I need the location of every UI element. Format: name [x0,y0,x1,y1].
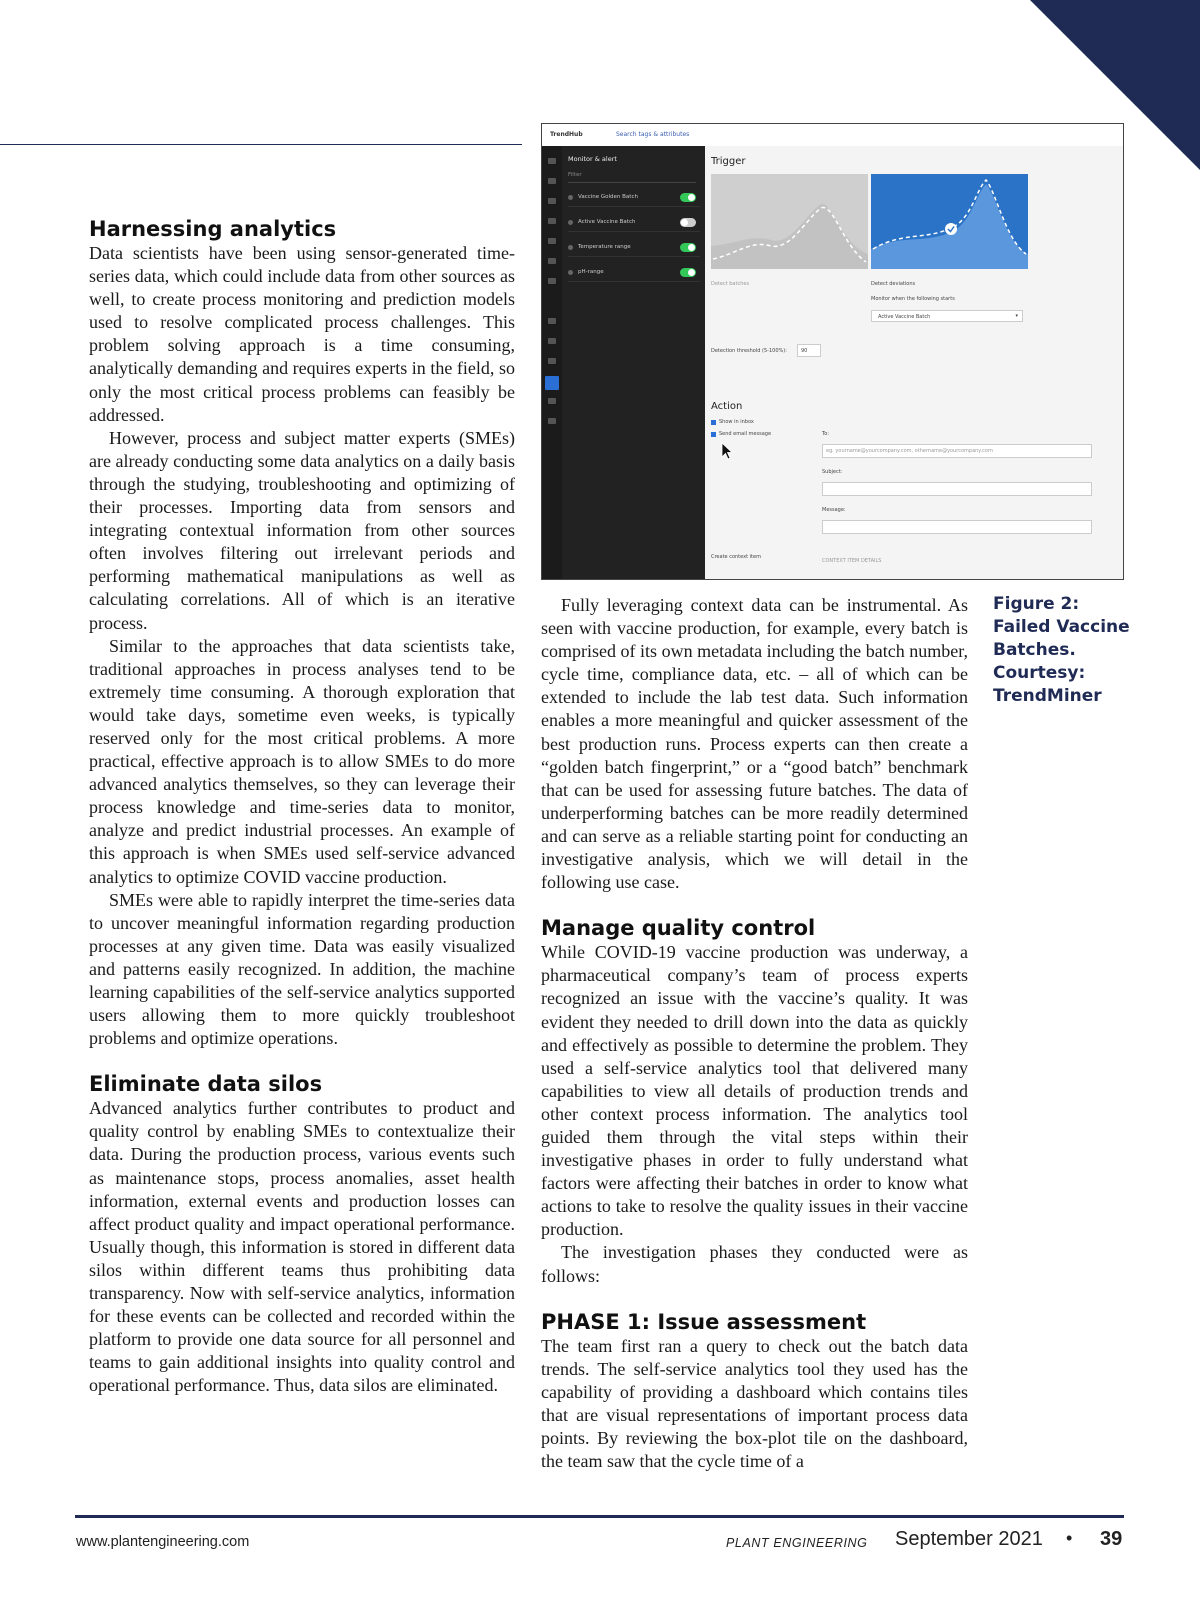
context-details-label: CONTEXT ITEM DETAILS [822,558,882,564]
monitor-item-label: Temperature range [578,244,631,250]
paragraph: Fully leveraging context data can be instrumental. As seen with vaccine production, for example, every batch is comprised of its own metadata including the batch number, cycle time, compliance data, etc. – all of which can be extended to include the lab test data. Such information enables a more meaningful and quicker assessment of the best production runs. Process experts can then create a “golden batch fingerprint,” or a “good batch” benchmark that can be used for assessing future batches. The data of underperforming batches can be more readily determined and can serve as a reliable starting point for conducting an investigative analysis, which we will detail in the following use case. [541,595,968,893]
batch-curve-icon [711,174,868,269]
footer-magazine: PLANT ENGINEERING [726,1536,868,1550]
threshold-input [797,344,821,357]
rail-icon [548,338,556,344]
to-placeholder: eg. yourname@yourcompany.com, othername@yourcompany.com [826,448,993,454]
paragraph: The team first ran a query to check out the batch data trends. The self-service analytics tool they used has the capability of providing a dashboard which contains tiles that are visual representations of important process data points. By reviewing the box-plot tile on the dashboard, the team saw that the cycle time of a [541,1335,968,1472]
monitor-item [568,240,700,257]
footer-url: www.plantengineering.com [76,1534,250,1550]
footer-rule [75,1515,1124,1518]
caption-line: Figure 2: [993,594,1080,614]
message-label: Message: [822,507,846,513]
heading-harnessing-analytics: Harnessing analytics [89,217,337,241]
action-heading: Action [711,401,743,412]
monitor-item-label: Vaccine Golden Batch [578,194,638,200]
column-left [89,217,515,1398]
cursor-icon [721,442,733,460]
detect-deviations-tile [871,174,1028,269]
batch-select [871,310,1023,322]
paragraph: Similar to the approaches that data scientists take, traditional approaches in process analyses tend to be extremely time consuming. A thorough exploration that would take days, sometime even weeks, is typically reserved only for the most critical problems. A more practical, effective approach is to allow SMEs to do more advanced analytics themselves, so they can leverage their process knowledge and time-series data to monitor, analyze and predict industrial processes. An example of this approach is when SMEs used self-service advanced analytics to optimize COVID vaccine production. [89,635,515,887]
subject-label: Subject: [822,469,843,475]
caption-line: Failed Vaccine [993,617,1130,637]
paragraph: Advanced analytics further contributes to product and quality control by enabling SMEs to contextualize their data. During the production process, various events such as maintenance stops, process anomalies, asset health information, external events and production losses can affect product quality and impact operational performance. Usually though, this information is stored in different data silos within different teams thus prohibiting data transparency. Now with self-service analytics, information for these events can be collected and recorded within the platform to provide one data source for all personnel and teams to gain additional insights into quality control and operational performance. Thus, data silos are eliminated. [89,1098,515,1396]
checkbox-checked [711,420,716,425]
show-inbox-label: Show in inbox [719,419,754,425]
threshold-value: 90 [801,348,808,354]
heading-phase-1: PHASE 1: Issue assessment [541,1309,867,1334]
detect-batches-label: Detect batches [711,281,750,287]
item-icon [568,220,573,225]
rail-icon [548,258,556,264]
panel-title: Monitor & alert [568,155,617,163]
rail-icon [548,398,556,404]
gear-icon [548,418,556,424]
detect-deviations-label: Detect deviations [871,281,916,287]
monitor-item [568,215,700,232]
item-icon [568,245,573,250]
caption-line: Courtesy: [993,663,1086,683]
icon-rail [542,146,562,579]
monitor-item [568,265,700,282]
batch-select-value: Active Vaccine Batch [878,314,931,320]
toggle-on [680,243,696,252]
threshold-label: Detection threshold (5-100%): [711,348,787,354]
checkbox-checked [711,432,716,437]
monitor-item [568,190,700,207]
column-right [541,594,968,1473]
trigger-heading: Trigger [711,156,746,167]
app-brand: TrendHub [550,131,583,138]
header-rule [0,144,522,145]
caption-line: TrendMiner [993,686,1102,706]
figure-screenshot [541,123,1124,580]
message-input [822,520,1092,534]
heading-eliminate-data-silos: Eliminate data silos [89,1072,323,1097]
rail-icon [548,158,556,164]
rail-icon [548,178,556,184]
monitor-item-label: pH-range [578,269,604,275]
monitor-item-label: Active Vaccine Batch [578,219,636,225]
search-link: Search tags & attributes [616,131,690,138]
monitor-panel [562,146,705,579]
trigger-form [705,146,1123,579]
paragraph: Data scientists have been using sensor-generated time-series data, which could include data from other sources as well, to create process monitoring and prediction models used to resolve complicated process challenges. This problem solving approach is a time consuming, analytically demanding and requires experts in the field, so only the most critical process problems can feasibly be addressed. [89,243,515,425]
paragraph: However, process and subject matter experts (SMEs) are already conducting some data analytics on a daily basis through the studying, troubleshooting and optimizing of their processes. Importing data from sensors and integrating contextual information from other sources often involves filtering out irrelevant periods and performing mathematical manipulations as well as calculating correlations. All of which is an iterative process. [89,427,515,633]
heading-manage-quality-control: Manage quality control [541,916,816,941]
to-input [822,444,1092,458]
caption-line: Batches. [993,640,1076,660]
toggle-off [680,218,696,227]
page-number: 39 [1100,1528,1123,1550]
footer-bullet: • [1066,1528,1073,1548]
rail-icon [548,238,556,244]
rail-icon [548,218,556,224]
footer-date: September 2021 [895,1528,1043,1550]
toggle-on [680,268,696,277]
chevron-down-icon: ▾ [1015,313,1018,319]
rail-icon [548,318,556,324]
detect-batches-tile [711,174,868,269]
rail-icon [548,278,556,284]
figure-caption [993,593,1173,708]
to-label: To: [822,431,829,437]
item-icon [568,195,573,200]
app-topbar [542,124,1123,147]
monitor-when-label: Monitor when the following starts [871,296,955,302]
bell-icon [545,376,559,390]
paragraph: The investigation phases they conducted were as follows: [541,1242,968,1286]
subject-input [822,482,1092,496]
deviation-curve-icon [871,174,1028,269]
toggle-on [680,193,696,202]
item-icon [568,270,573,275]
create-context-label: Create context item [711,554,761,560]
rail-icon [548,198,556,204]
rail-icon [548,358,556,364]
send-email-label: Send email message [719,431,772,437]
paragraph: SMEs were able to rapidly interpret the time-series data to uncover meaningful information regarding production processes at any given time. Data was easily visualized and patterns easily recognized. In addition, the machine learning capabilities of the self-service analytics supported users allowing them to more quickly troubleshoot problems and optimize operations. [89,889,515,1049]
paragraph: While COVID-19 vaccine production was underway, a pharmaceutical company’s team of process experts recognized an issue with the vaccine’s quality. It was evident they needed to drill down into the data as quickly and effectively as possible to determine the problem. They used a self-service analytics tool that delivered many capabilities to view all details of production trends and other context process information. The analytics tool guided them through the vital steps within their investigative phases in order to fully understand what factors were affecting their batches in order to know what actions to take to resolve the quality issues in their vaccine production. [541,942,968,1240]
filter-input: Filter [568,172,696,183]
